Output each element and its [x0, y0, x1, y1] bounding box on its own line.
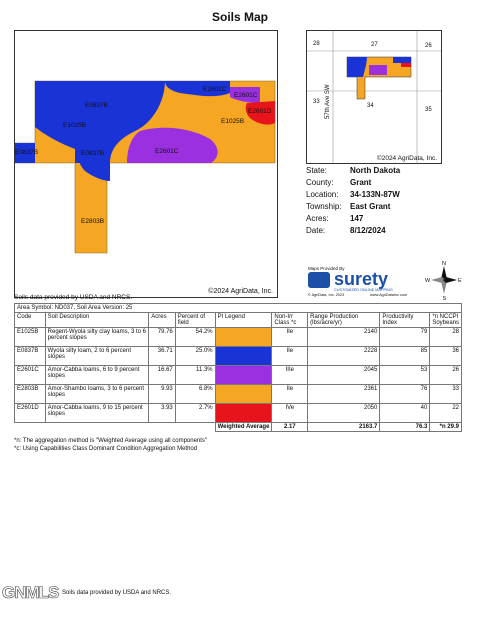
info-row-location: Location: 34-133N-87W — [306, 190, 400, 199]
table-row: E1025B Regent-Wyola silty clay loams, 3 to 6 percent slopes 79.76 54.2% IIe 2140 79 28 — [15, 328, 462, 347]
source-note: Soils data provided by USDA and NRCS. — [14, 294, 133, 301]
table-row: E2803B Amor-Shambo loams, 3 to 6 percent slopes 9.93 6.8% IIe 2361 76 33 — [15, 385, 462, 404]
section-label: 33 — [313, 99, 320, 105]
pi-legend-swatch — [215, 366, 272, 385]
svg-text:E: E — [458, 278, 462, 284]
pi-legend-swatch — [215, 385, 272, 404]
property-info — [306, 165, 400, 237]
info-row-state: State: North Dakota — [306, 166, 401, 175]
table-row: E0837B Wyola silty loam, 2 to 6 percent slopes 36.71 25.0% IIe 2228 85 36 — [15, 347, 462, 366]
map-label: E2601C — [234, 92, 258, 99]
table-total-row: Weighted Average 2.17 2163.7 76.3 *n 29.9 — [15, 423, 462, 432]
pi-legend-swatch — [215, 404, 272, 423]
info-row-township: Township: East Grant — [306, 202, 391, 211]
pi-legend-swatch — [215, 328, 272, 347]
location-map-copyright: ©2024 AgriData, Inc. — [376, 155, 437, 162]
section-label: 34 — [367, 103, 374, 109]
page-title: Soils Map — [211, 10, 268, 24]
section-label: 26 — [425, 43, 432, 49]
map-label: E0837B — [81, 150, 105, 157]
table-area-row: Area Symbol: ND037, Soil Area Version: 25 — [15, 304, 462, 313]
map-label: E1025B — [63, 122, 87, 129]
svg-text:S: S — [442, 296, 447, 300]
soils-table — [14, 303, 462, 432]
map-label: E2601C — [203, 86, 227, 93]
road-label: 57th Ave SW — [325, 84, 331, 119]
compass-icon — [425, 260, 463, 300]
svg-text:W: W — [425, 278, 431, 284]
map-label: E2601D — [248, 108, 272, 115]
map-copyright: ©2024 AgriData, Inc. — [208, 288, 273, 295]
info-row-acres: Acres: 147 — [306, 214, 364, 223]
gnmls-watermark: GNMLS — [2, 583, 59, 602]
info-row-county: County: Grant — [306, 178, 372, 187]
map-label: E0837B — [15, 149, 39, 156]
map-label: E0837B — [85, 102, 109, 109]
table-notes: *n: The aggregation method is "Weighted Average using all components" *c: Using Capabilities Class Dominant Condition Aggregation Method — [14, 438, 208, 452]
surety-logo: Maps Provided By surety CUSTOMIZED ONLINE MAPPING © AgriData, Inc. 2023 www.AgriDataInc.com — [308, 266, 408, 297]
table-row: E2601D Amor-Cabba loams, 9 to 15 percent slopes 3.93 2.7% IVe 2050 40 22 — [15, 404, 462, 423]
section-label: 28 — [313, 41, 320, 47]
map-label: E2601C — [155, 148, 179, 155]
soils-map — [14, 30, 278, 298]
table-row: E2601C Amor-Cabba loams, 6 to 9 percent slopes 16.67 11.3% IIIe 2045 53 26 — [15, 366, 462, 385]
soils-map-graphic — [15, 31, 277, 297]
location-map-graphic — [307, 31, 441, 163]
svg-text:N: N — [442, 261, 446, 267]
surety-mark-icon — [308, 272, 330, 288]
pi-legend-swatch — [215, 347, 272, 366]
section-label: 35 — [425, 107, 432, 113]
map-label: E2803B — [81, 218, 105, 225]
section-label: 27 — [371, 42, 378, 48]
location-map — [306, 30, 442, 164]
map-label: E1025B — [221, 118, 245, 125]
info-row-date: Date: 8/12/2024 — [306, 226, 386, 235]
footer-source-note: Soils data provided by USDA and NRCS. — [62, 590, 172, 596]
table-header-row: Code Soil Description Acres Percent of field PI Legend Non-Irr Class *c Range Production (lbs/acre/yr) Productivity Index *n NCCPI Soybeans — [15, 313, 462, 328]
